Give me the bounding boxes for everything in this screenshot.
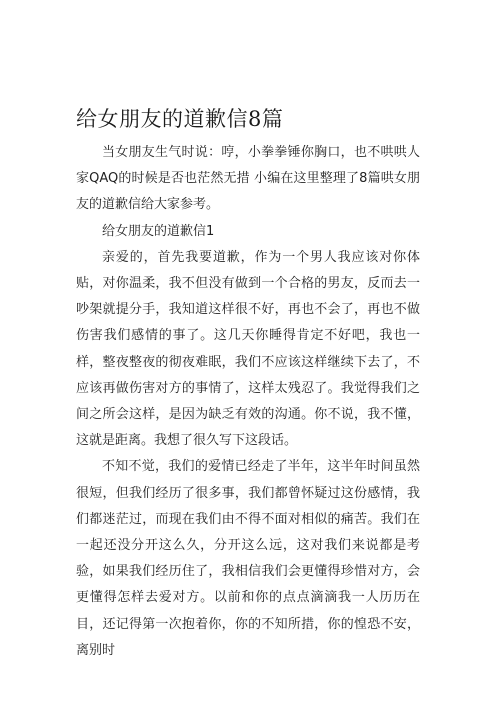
intro-paragraph: 当女朋友生气时说：哼，小拳拳锤你胸口，也不哄哄人家QAQ的时候是否也茫然无措 小编在这里整理了8篇哄女朋友的道歉信给大家参考。 [76,145,420,213]
document-title: 给女朋友的道歉信8篇 [76,107,284,131]
section-heading: 给女朋友的道歉信1 [102,223,215,239]
body-paragraph: 亲爱的，首先我要道歉，作为一个男人我应该对你体贴，对你温柔，我不但没有做到一个合格的男友，反而去一吵架就提分手，我知道这样很不好，再也不会了，再也不做伤害我们感情的事了。这几天你睡得肯定不好吧，我也一样，整夜整夜的彻夜难眠，我们不应该这样继续下去了，不应该再做伤害对方的事情了，这样太残忍了。我觉得我们之间之所会这样，是因为缺乏有效的沟通。你不说，我不懂，这就是距离。我想了很久写下这段话。 [76,249,420,449]
document-body [76,140,420,664]
body-paragraph: 不知不觉，我们的爱情已经走了半年，这半年时间虽然很短，但我们经历了很多事，我们都曾怀疑过这份感情，我们都迷茫过，而现在我们由不得不面对相似的痛苦。我们在一起还没分开这么久，分开这么远，这对我们来说都是考验，如果我们经历住了，我相信我们会更懂得珍惜对方，会更懂得怎样去爱对方。以前和你的点点滴滴我一人历历在目，还记得第一次抱着你，你的不知所措，你的惶恐不安，离别时 [76,459,420,658]
